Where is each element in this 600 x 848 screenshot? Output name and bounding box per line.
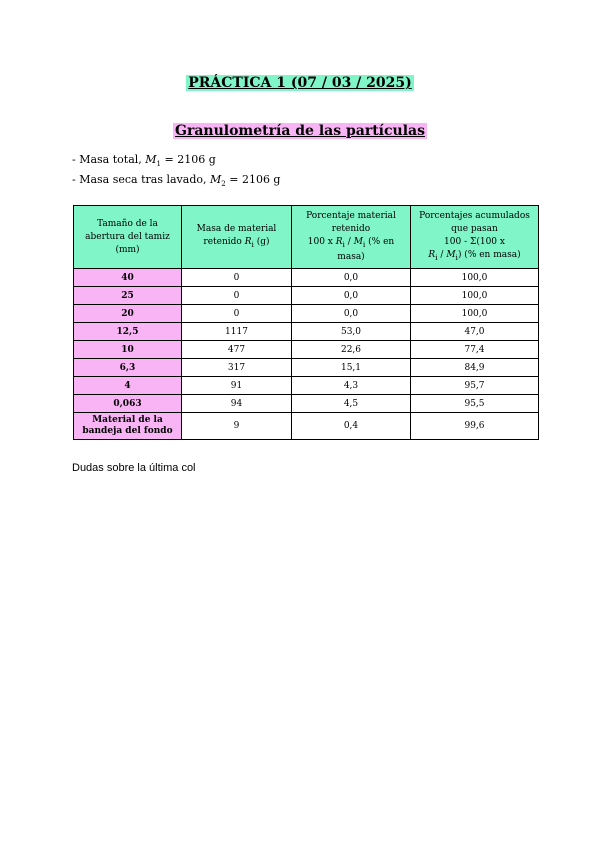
- header-retained-mass: Masa de material retenido $R_i$ (g): [182, 206, 292, 269]
- percent-cell: 22,6: [292, 341, 411, 359]
- cumulative-cell: 77,4: [411, 341, 539, 359]
- percent-cell: 4,3: [292, 377, 411, 395]
- sieve-cell: 0,063: [74, 395, 182, 413]
- cumulative-cell: 95,5: [411, 395, 539, 413]
- mass-cell: 94: [182, 395, 292, 413]
- table-header-row: [74, 206, 539, 269]
- table-row: [74, 359, 539, 377]
- mass-cell: 0: [182, 269, 292, 287]
- percent-cell: 0,0: [292, 287, 411, 305]
- cumulative-cell: 100,0: [411, 287, 539, 305]
- mass-total-line: [72, 153, 216, 168]
- mass-total-value: = 2106 g: [161, 153, 216, 166]
- table-row: [74, 287, 539, 305]
- mass-total-prefix: - Masa total,: [72, 153, 146, 166]
- percent-cell: 0,0: [292, 269, 411, 287]
- cumulative-cell: 100,0: [411, 269, 539, 287]
- percent-cell: 0,4: [292, 413, 411, 440]
- mass-cell: 9: [182, 413, 292, 440]
- header-retained-percent: Porcentaje material retenido 100 x $R_i / M_i$ (% en masa): [292, 206, 411, 269]
- mass-dry-prefix: - Masa seca tras lavado,: [72, 173, 210, 186]
- section-subtitle: [0, 120, 600, 139]
- header-cumulative-passing: Porcentajes acumulados que pasan 100 - Σ(100 x $R_i / M_i$) (% en masa): [411, 206, 539, 269]
- mass-cell: 317: [182, 359, 292, 377]
- cumulative-cell: 47,0: [411, 323, 539, 341]
- note-text: Dudas sobre la última col: [72, 462, 196, 474]
- mass-dry-symbol: M: [210, 173, 222, 186]
- mass-cell: 1117: [182, 323, 292, 341]
- cumulative-cell: 100,0: [411, 305, 539, 323]
- title-text: PRÁCTICA 1 (07 / 03 / 2025): [188, 75, 412, 91]
- mass-cell: 0: [182, 287, 292, 305]
- table-row: [74, 395, 539, 413]
- percent-cell: 4,5: [292, 395, 411, 413]
- mass-cell: 477: [182, 341, 292, 359]
- mass-total-symbol: M: [145, 153, 157, 166]
- table-row: [74, 341, 539, 359]
- sieve-cell: 10: [74, 341, 182, 359]
- granulometry-table: [73, 205, 539, 440]
- page-title: [0, 72, 600, 91]
- percent-cell: 53,0: [292, 323, 411, 341]
- sieve-cell: 4: [74, 377, 182, 395]
- sieve-cell: 12,5: [74, 323, 182, 341]
- header-sieve-size: Tamaño de la abertura del tamiz (mm): [74, 206, 182, 269]
- table-row: [74, 377, 539, 395]
- mass-cell: 91: [182, 377, 292, 395]
- subtitle-text: Granulometría de las partículas: [175, 123, 425, 139]
- sieve-cell: 40: [74, 269, 182, 287]
- percent-cell: 15,1: [292, 359, 411, 377]
- table-row: [74, 305, 539, 323]
- sieve-cell: 6,3: [74, 359, 182, 377]
- table-row: [74, 413, 539, 440]
- mass-dry-value: = 2106 g: [225, 173, 281, 186]
- mass-dry-sub: 2: [221, 180, 226, 189]
- sieve-cell: 25: [74, 287, 182, 305]
- mass-cell: 0: [182, 305, 292, 323]
- cumulative-cell: 95,7: [411, 377, 539, 395]
- mass-total-sub: 1: [156, 160, 162, 169]
- percent-cell: 0,0: [292, 305, 411, 323]
- mass-dry-line: [72, 173, 280, 188]
- sieve-cell: Material de la bandeja del fondo: [74, 413, 182, 440]
- cumulative-cell: 84,9: [411, 359, 539, 377]
- sieve-cell: 20: [74, 305, 182, 323]
- cumulative-cell: 99,6: [411, 413, 539, 440]
- table-row: [74, 269, 539, 287]
- table-row: [74, 323, 539, 341]
